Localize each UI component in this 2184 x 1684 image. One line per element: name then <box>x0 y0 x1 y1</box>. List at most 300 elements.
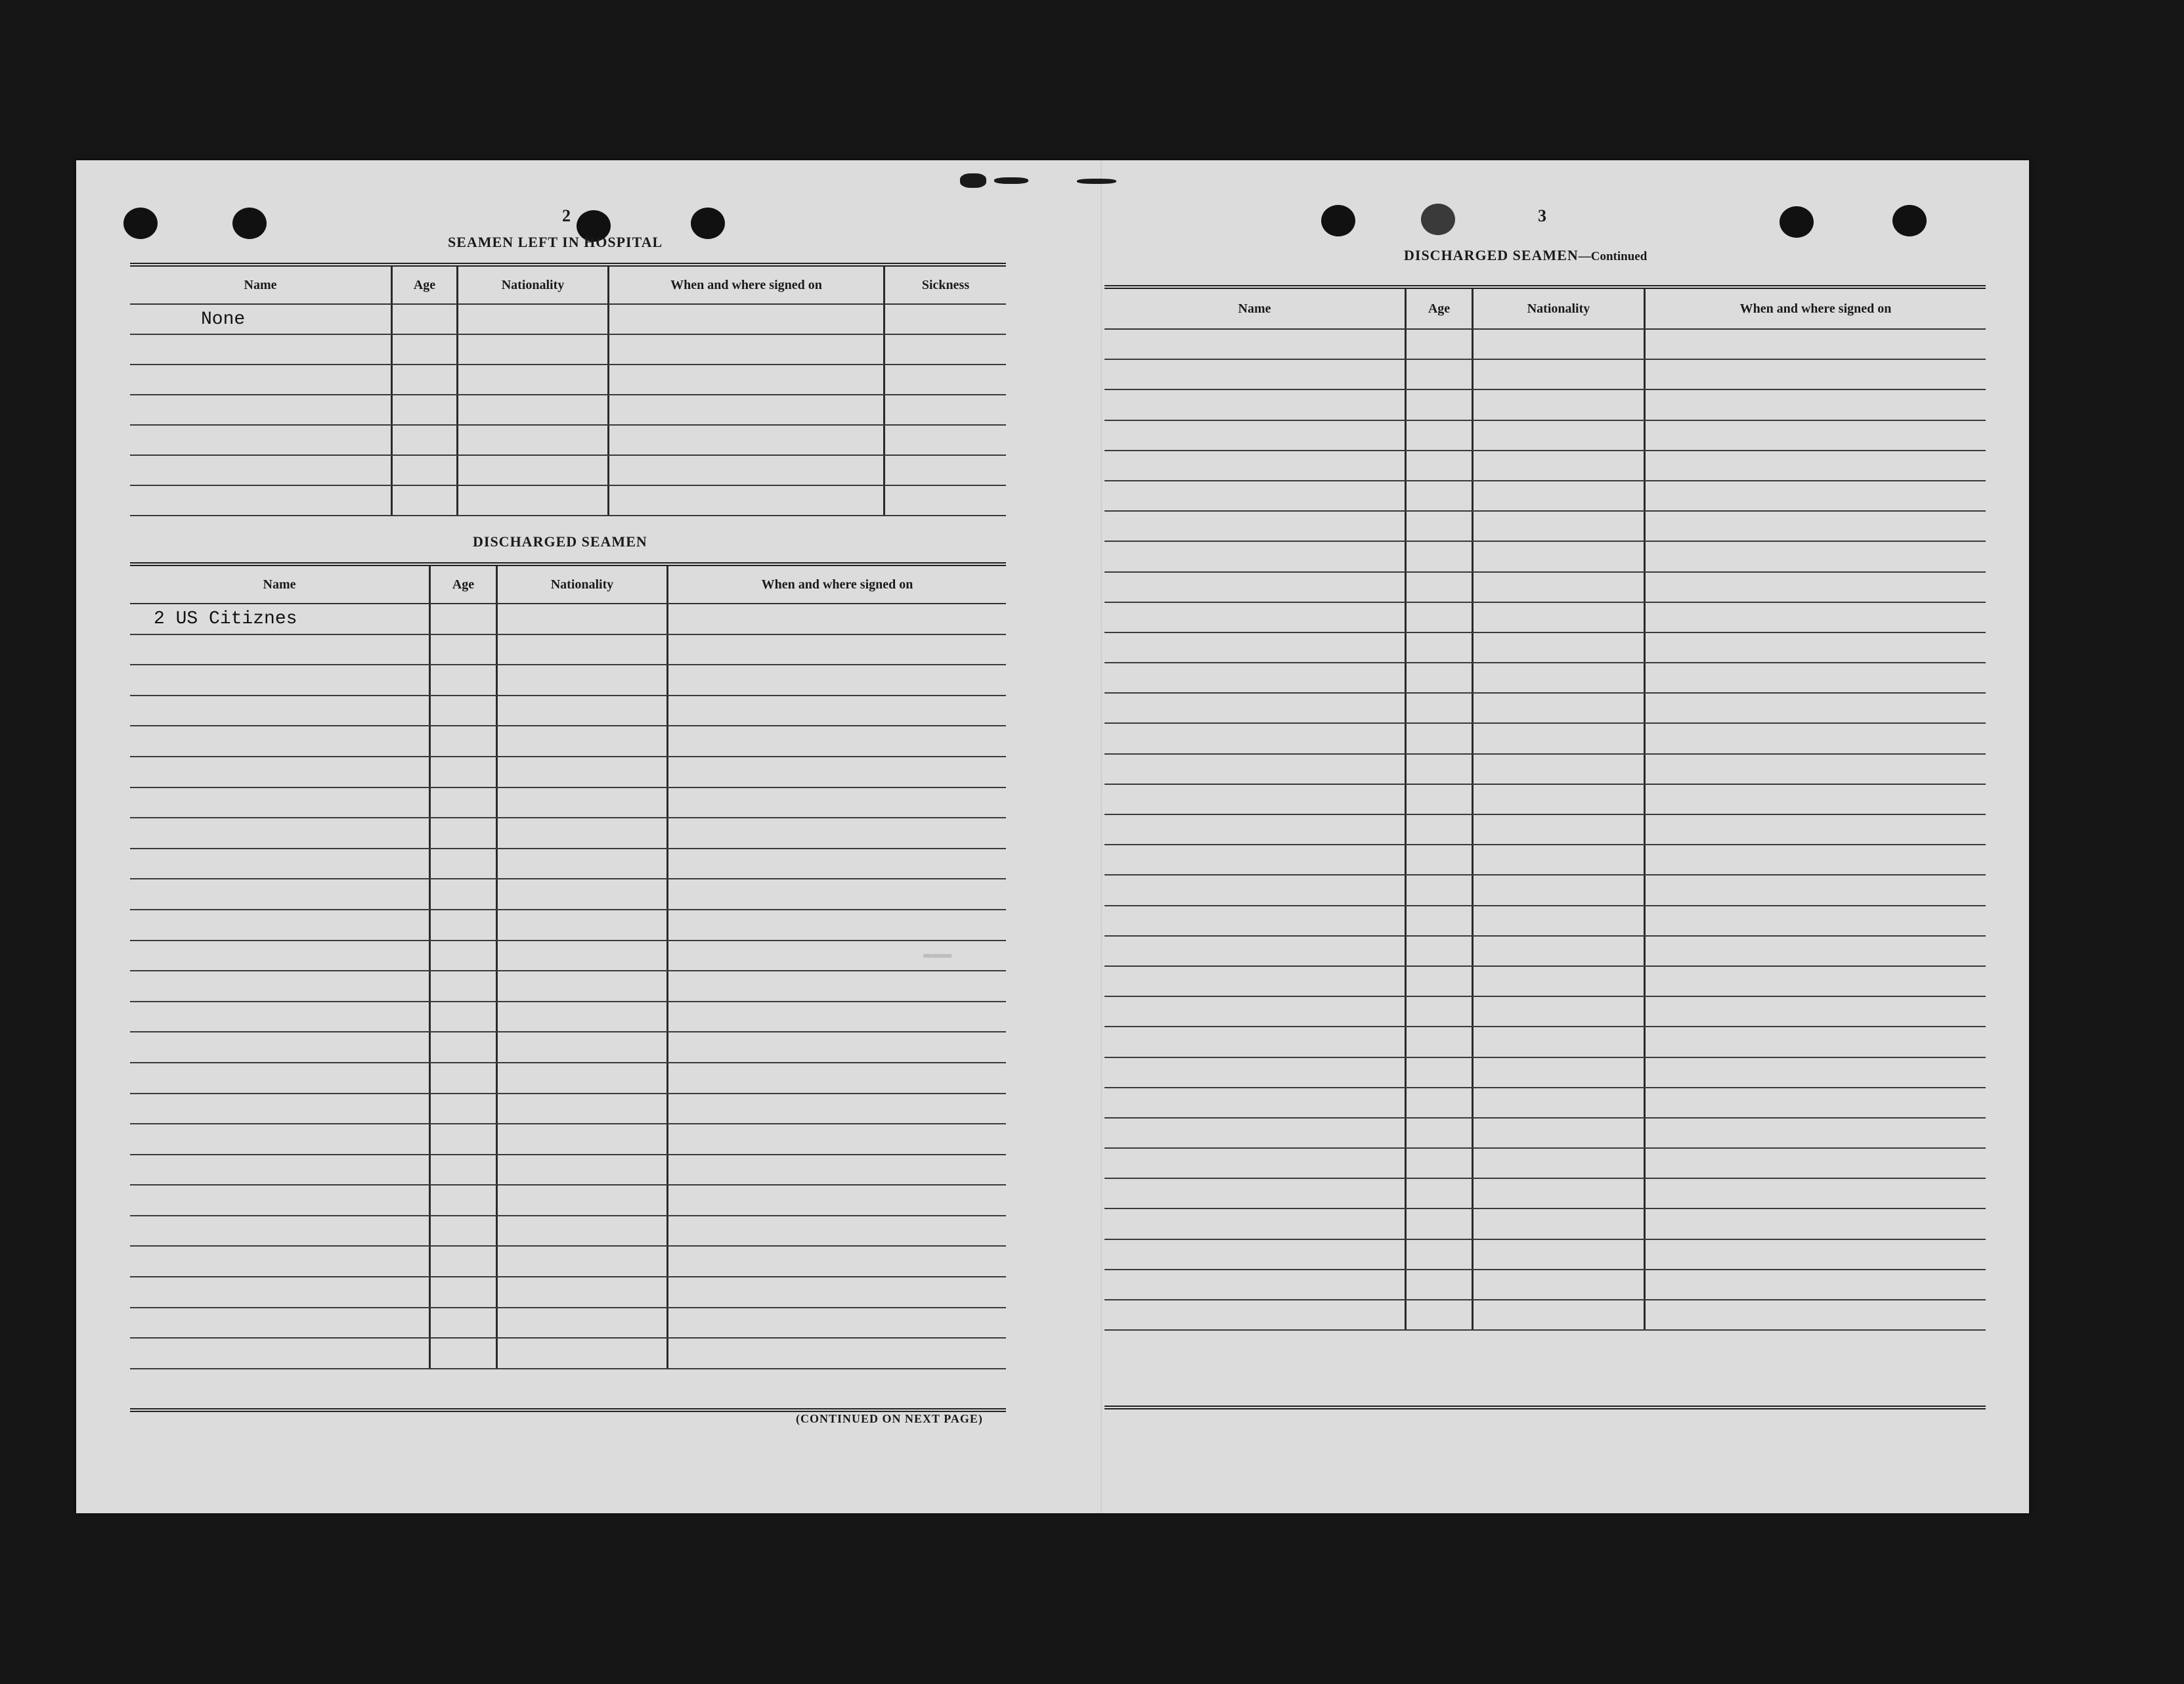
table-row <box>130 1124 1006 1155</box>
table-row <box>1104 330 1986 360</box>
table-cell <box>668 879 1006 909</box>
table-cell <box>130 335 393 364</box>
table-cell: 2 US Citiznes <box>130 604 431 634</box>
table-row <box>1104 1209 1986 1239</box>
table-cell <box>1646 937 1986 965</box>
table-cell <box>668 1308 1006 1338</box>
table-cell <box>668 696 1006 726</box>
table-cell <box>130 1185 431 1215</box>
table-row <box>1104 785 1986 815</box>
table-cell <box>1646 1300 1986 1329</box>
table-cell <box>1474 421 1646 450</box>
table-cell <box>1646 875 1986 904</box>
table-row <box>130 849 1006 880</box>
table-cell <box>498 1277 668 1307</box>
table-cell <box>668 1216 1006 1246</box>
bleed-through-mark: ▬▬▬ <box>923 946 952 964</box>
hospital-table-body <box>130 305 1006 516</box>
table-cell <box>1474 573 1646 602</box>
table-cell <box>1407 633 1474 662</box>
table-row <box>130 1094 1006 1125</box>
table-row <box>130 788 1006 819</box>
table-cell <box>1104 542 1407 571</box>
table-cell <box>1407 875 1474 904</box>
table-cell <box>458 456 609 485</box>
table-cell <box>1646 1149 1986 1178</box>
table-row <box>130 335 1006 365</box>
table-cell <box>1646 815 1986 844</box>
table-cell <box>668 941 1006 971</box>
table-cell <box>1646 573 1986 602</box>
table-cell <box>1407 845 1474 874</box>
punch-hole <box>1780 206 1814 238</box>
page-number-left: 2 <box>562 206 571 225</box>
table-cell <box>1407 1027 1474 1056</box>
table-cell <box>498 1247 668 1276</box>
table-cell <box>1474 330 1646 359</box>
table-cell <box>458 305 609 334</box>
table-cell <box>668 1277 1006 1307</box>
table-row <box>130 1185 1006 1216</box>
table-cell <box>1407 512 1474 541</box>
table-cell <box>431 1032 498 1062</box>
table-row <box>130 696 1006 727</box>
table-cell <box>1646 724 1986 753</box>
table-cell <box>1646 785 1986 814</box>
table-cell <box>1474 663 1646 692</box>
table-cell <box>1407 603 1474 632</box>
table-cell <box>1474 906 1646 935</box>
table-cell <box>498 696 668 726</box>
table-cell <box>1407 390 1474 419</box>
discharged-continued-title <box>1404 247 1647 264</box>
table-cell <box>1407 481 1474 510</box>
table-cell <box>668 1032 1006 1062</box>
table-cell <box>130 1032 431 1062</box>
table-cell <box>668 665 1006 695</box>
punch-hole <box>232 208 267 239</box>
table-cell <box>668 1247 1006 1276</box>
table-cell <box>130 849 431 879</box>
table-cell <box>498 1063 668 1093</box>
table-cell <box>498 1339 668 1368</box>
table-cell <box>609 395 885 424</box>
punch-hole <box>1421 204 1455 235</box>
table-cell <box>609 456 885 485</box>
table-cell <box>609 365 885 394</box>
column-header-nationality: Nationality <box>1474 289 1646 328</box>
column-header-age: Age <box>393 267 458 303</box>
table-cell <box>431 1002 498 1032</box>
discharged-continued-table-body <box>1104 330 1986 1331</box>
table-cell <box>431 1216 498 1246</box>
table-cell <box>498 757 668 787</box>
table-row <box>1104 1300 1986 1331</box>
table-cell <box>1646 451 1986 480</box>
table-row <box>1104 573 1986 603</box>
table-row <box>1104 906 1986 937</box>
table-cell <box>498 941 668 971</box>
column-header-age: Age <box>1407 289 1474 328</box>
hospital-table-header <box>130 267 1006 305</box>
table-cell <box>1104 390 1407 419</box>
table-cell <box>498 1002 668 1032</box>
table-cell <box>1104 875 1407 904</box>
table-cell <box>498 849 668 879</box>
table-row <box>130 910 1006 941</box>
table-cell <box>1646 1179 1986 1208</box>
table-row <box>130 486 1006 516</box>
table-cell <box>498 1155 668 1185</box>
table-cell <box>668 1002 1006 1032</box>
discharged-section-title: DISCHARGED SEAMEN <box>473 533 647 550</box>
table-row <box>130 456 1006 486</box>
table-row <box>1104 1240 1986 1270</box>
table-cell <box>431 1308 498 1338</box>
table-row <box>1104 390 1986 420</box>
table-cell <box>393 486 458 515</box>
table-row <box>130 395 1006 426</box>
table-cell <box>1407 663 1474 692</box>
table-cell <box>130 910 431 940</box>
table-cell <box>458 335 609 364</box>
table-cell <box>1407 360 1474 389</box>
table-cell <box>1646 1027 1986 1056</box>
table-row <box>1104 1119 1986 1149</box>
column-header-name: Name <box>1104 289 1407 328</box>
table-cell <box>393 426 458 454</box>
table-cell <box>431 1155 498 1185</box>
ink-smudge <box>1077 179 1116 184</box>
table-cell <box>1474 542 1646 571</box>
table-cell <box>431 1247 498 1276</box>
table-cell <box>458 426 609 454</box>
table-cell <box>431 788 498 818</box>
table-cell <box>498 726 668 756</box>
table-cell <box>1104 573 1407 602</box>
table-cell <box>668 757 1006 787</box>
punch-hole <box>691 208 725 239</box>
column-header-when-where: When and where signed on <box>1739 301 1892 316</box>
table-cell <box>1104 694 1407 722</box>
table-row <box>130 1339 1006 1369</box>
table-cell <box>1104 1119 1407 1147</box>
table-cell <box>1646 997 1986 1026</box>
table-cell <box>668 971 1006 1001</box>
table-cell: None <box>130 305 393 334</box>
column-header-age: Age <box>431 566 498 603</box>
table-cell <box>885 365 1006 394</box>
table-cell <box>431 849 498 879</box>
table-cell <box>668 788 1006 818</box>
table-cell <box>1407 1119 1474 1147</box>
table-cell <box>393 365 458 394</box>
table-cell <box>1104 1209 1407 1238</box>
table-cell <box>1474 1179 1646 1208</box>
table-cell <box>393 305 458 334</box>
table-cell <box>498 1216 668 1246</box>
table-cell <box>1474 1270 1646 1299</box>
table-cell <box>668 1155 1006 1185</box>
table-cell <box>1407 1088 1474 1117</box>
table-cell <box>1646 481 1986 510</box>
discharged-continued-table-bottom-rule <box>1104 1406 1986 1409</box>
discharged-table <box>130 562 1006 1369</box>
table-cell <box>393 456 458 485</box>
column-header-name: Name <box>130 267 393 303</box>
table-cell <box>1104 724 1407 753</box>
table-cell <box>1104 1149 1407 1178</box>
table-cell <box>1474 390 1646 419</box>
table-row <box>130 757 1006 788</box>
table-cell <box>1407 1300 1474 1329</box>
table-cell <box>1407 1058 1474 1087</box>
table-cell <box>609 305 885 334</box>
table-cell <box>130 1002 431 1032</box>
table-cell <box>1646 845 1986 874</box>
table-cell <box>1104 1270 1407 1299</box>
ink-smudge <box>960 173 986 188</box>
table-row <box>130 305 1006 335</box>
table-row <box>130 1247 1006 1277</box>
table-row <box>1104 360 1986 390</box>
table-cell <box>130 665 431 695</box>
table-row <box>130 1002 1006 1033</box>
table-cell <box>130 365 393 394</box>
table-cell <box>885 426 1006 454</box>
table-cell <box>431 726 498 756</box>
table-cell <box>498 1308 668 1338</box>
table-cell <box>1104 481 1407 510</box>
table-cell <box>1474 1240 1646 1269</box>
table-cell <box>431 1339 498 1368</box>
table-cell <box>1646 542 1986 571</box>
table-cell <box>1474 1209 1646 1238</box>
table-row <box>130 635 1006 666</box>
table-cell <box>1474 1088 1646 1117</box>
table-cell <box>1646 1209 1986 1238</box>
table-cell <box>1104 603 1407 632</box>
table-cell <box>431 818 498 848</box>
table-cell <box>498 910 668 940</box>
table-cell <box>1407 1179 1474 1208</box>
table-cell <box>1474 603 1646 632</box>
table-cell <box>431 1277 498 1307</box>
table-cell <box>393 395 458 424</box>
table-cell <box>1104 997 1407 1026</box>
hospital-table <box>130 263 1006 516</box>
table-cell <box>431 910 498 940</box>
table-cell <box>1646 360 1986 389</box>
table-row <box>1104 815 1986 845</box>
table-cell <box>130 1216 431 1246</box>
table-cell <box>458 395 609 424</box>
table-row <box>130 1308 1006 1339</box>
discharged-table-header <box>130 566 1006 604</box>
table-cell <box>1407 542 1474 571</box>
table-cell <box>1474 875 1646 904</box>
table-row <box>1104 967 1986 997</box>
table-cell <box>431 665 498 695</box>
table-cell <box>1104 512 1407 541</box>
table-cell <box>1407 724 1474 753</box>
table-cell <box>498 635 668 665</box>
table-cell <box>130 1155 431 1185</box>
table-row <box>1104 694 1986 724</box>
table-cell <box>1407 755 1474 784</box>
table-row <box>1104 875 1986 906</box>
hospital-section-title: SEAMEN LEFT IN HOSPITAL <box>448 234 663 250</box>
table-cell <box>1474 1058 1646 1087</box>
table-cell <box>1474 512 1646 541</box>
table-cell <box>498 971 668 1001</box>
table-cell <box>1646 390 1986 419</box>
table-cell <box>1104 815 1407 844</box>
table-cell <box>1104 663 1407 692</box>
table-row <box>1104 603 1986 633</box>
table-cell <box>609 335 885 364</box>
table-row <box>1104 542 1986 572</box>
table-cell <box>130 757 431 787</box>
table-row <box>1104 1088 1986 1119</box>
table-cell <box>1646 512 1986 541</box>
table-row <box>1104 997 1986 1027</box>
column-header-when-where: When and where signed on <box>609 267 885 303</box>
table-row <box>130 665 1006 696</box>
table-cell <box>1646 1119 1986 1147</box>
table-cell <box>1646 1240 1986 1269</box>
table-row <box>1104 451 1986 481</box>
table-cell <box>130 635 431 665</box>
table-cell <box>1407 815 1474 844</box>
table-cell <box>130 456 393 485</box>
table-cell <box>1646 1270 1986 1299</box>
continued-note: (CONTINUED ON NEXT PAGE) <box>796 1412 983 1425</box>
table-cell <box>130 788 431 818</box>
table-cell <box>431 696 498 726</box>
table-cell <box>393 335 458 364</box>
table-cell <box>1407 573 1474 602</box>
table-row <box>1104 1149 1986 1179</box>
table-cell <box>498 1124 668 1154</box>
table-cell <box>458 486 609 515</box>
table-row <box>130 971 1006 1002</box>
table-row <box>130 1063 1006 1094</box>
table-row <box>1104 845 1986 875</box>
table-row <box>130 426 1006 456</box>
page-fold <box>1101 160 1102 1513</box>
table-cell <box>609 426 885 454</box>
table-cell <box>1474 937 1646 965</box>
table-cell <box>1407 694 1474 722</box>
table-cell <box>1474 451 1646 480</box>
table-cell <box>431 604 498 634</box>
table-cell <box>885 456 1006 485</box>
table-row <box>130 941 1006 972</box>
table-cell <box>130 395 393 424</box>
table-cell <box>130 726 431 756</box>
table-cell <box>431 941 498 971</box>
table-cell <box>1474 1119 1646 1147</box>
page-number-right: 3 <box>1538 206 1546 225</box>
table-cell <box>885 486 1006 515</box>
table-cell <box>668 604 1006 634</box>
table-cell <box>130 1063 431 1093</box>
table-cell <box>1407 1209 1474 1238</box>
table-row <box>1104 724 1986 754</box>
table-cell <box>498 604 668 634</box>
table-cell <box>431 1063 498 1093</box>
table-row <box>1104 512 1986 542</box>
table-cell <box>668 726 1006 756</box>
table-cell <box>1104 845 1407 874</box>
table-cell <box>1474 1027 1646 1056</box>
table-row <box>130 726 1006 757</box>
table-cell <box>130 879 431 909</box>
table-cell <box>498 879 668 909</box>
table-cell <box>431 635 498 665</box>
table-cell <box>1474 481 1646 510</box>
table-row <box>130 1216 1006 1247</box>
table-cell <box>130 941 431 971</box>
table-cell <box>1646 421 1986 450</box>
table-cell <box>668 1185 1006 1215</box>
table-cell <box>130 696 431 726</box>
table-cell <box>498 788 668 818</box>
table-cell <box>130 486 393 515</box>
table-cell <box>1646 663 1986 692</box>
table-cell <box>1407 785 1474 814</box>
table-cell <box>130 1094 431 1124</box>
table-cell <box>885 395 1006 424</box>
document-sheet <box>76 160 2029 1513</box>
table-cell <box>1104 1300 1407 1329</box>
table-cell <box>1407 451 1474 480</box>
table-cell <box>1474 845 1646 874</box>
table-cell <box>1407 1149 1474 1178</box>
table-cell <box>885 305 1006 334</box>
table-cell <box>668 849 1006 879</box>
table-cell <box>1474 694 1646 722</box>
table-cell <box>1104 785 1407 814</box>
table-cell <box>130 818 431 848</box>
table-cell <box>1104 1058 1407 1087</box>
table-row <box>1104 663 1986 694</box>
table-cell <box>1407 1270 1474 1299</box>
table-cell <box>885 335 1006 364</box>
table-cell <box>1474 785 1646 814</box>
table-cell <box>668 1339 1006 1368</box>
table-cell <box>1646 633 1986 662</box>
table-cell <box>431 757 498 787</box>
column-header-nationality: Nationality <box>498 566 668 603</box>
table-cell <box>1646 694 1986 722</box>
table-cell <box>1646 1058 1986 1087</box>
table-cell <box>1474 815 1646 844</box>
table-row <box>130 1155 1006 1186</box>
table-cell <box>130 1277 431 1307</box>
table-cell <box>668 635 1006 665</box>
discharged-continued-table <box>1104 285 1986 1331</box>
table-row <box>1104 1179 1986 1209</box>
table-cell <box>1407 937 1474 965</box>
table-row <box>130 365 1006 395</box>
column-header-sickness: Sickness <box>921 277 970 292</box>
table-cell <box>668 818 1006 848</box>
table-cell <box>130 1308 431 1338</box>
discharged-table-body <box>130 604 1006 1369</box>
table-cell <box>1474 755 1646 784</box>
